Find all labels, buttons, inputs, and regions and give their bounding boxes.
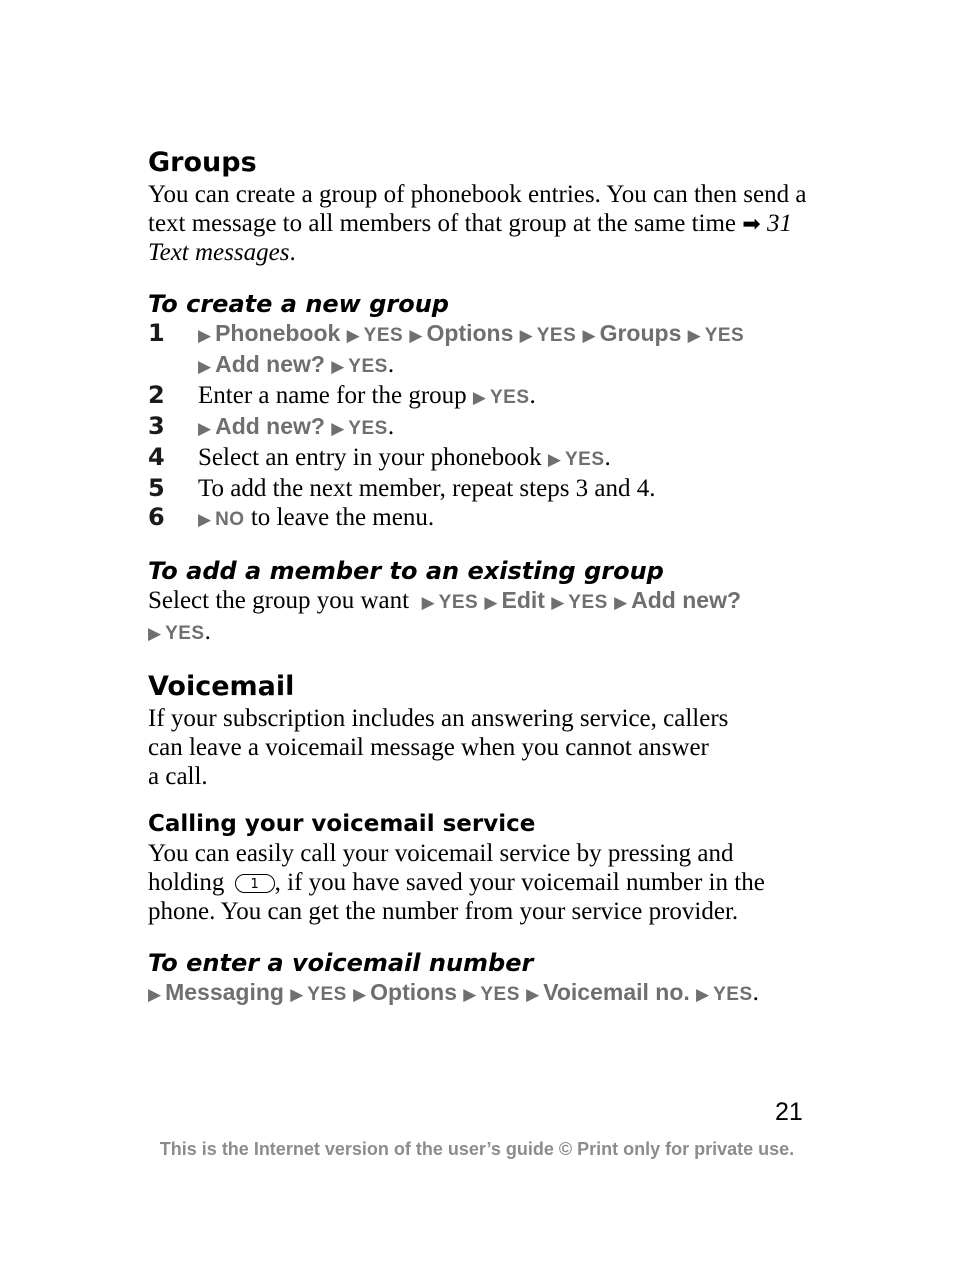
soft-key-yes: YES bbox=[165, 623, 205, 644]
enter-voicemail-instructions: ▶ Messaging ▶ YES ▶ Options ▶ YES ▶ Voicemail no. ▶ YES. bbox=[148, 979, 759, 1006]
menu-arrow-icon: ▶ bbox=[547, 450, 561, 469]
menu-add-new: Add new? bbox=[631, 587, 742, 613]
menu-arrow-icon: ▶ bbox=[290, 985, 304, 1004]
menu-arrow-icon: ▶ bbox=[687, 326, 701, 345]
menu-options: Options bbox=[426, 320, 514, 346]
menu-arrow-icon: ▶ bbox=[472, 388, 486, 407]
calling-voicemail-heading: Calling your voicemail service bbox=[148, 811, 536, 837]
menu-arrow-icon: ▶ bbox=[346, 326, 360, 345]
menu-arrow-icon: ▶ bbox=[421, 593, 435, 612]
voicemail-intro: If your subscription includes an answering service, callers can leave a voicemail message when you cannot answer a call. bbox=[148, 705, 729, 790]
menu-arrow-icon: ▶ bbox=[526, 985, 540, 1004]
menu-arrow-icon: ▶ bbox=[148, 985, 162, 1004]
menu-arrow-icon: ▶ bbox=[551, 593, 565, 612]
soft-key-yes: YES bbox=[565, 449, 605, 470]
menu-arrow-icon: ▶ bbox=[484, 593, 498, 612]
calling-voicemail-text: You can easily call your voicemail service by pressing and holding 1 , if you have saved your voicemail number in the phone. You can get the number from your service provider. bbox=[148, 840, 765, 925]
page-footer: This is the Internet version of the user’s guide © Print only for private use. bbox=[159, 1139, 795, 1159]
key-1-icon: 1 bbox=[235, 874, 275, 893]
menu-arrow-icon: ▶ bbox=[614, 593, 628, 612]
soft-key-yes: YES bbox=[348, 418, 388, 439]
groups-intro: You can create a group of phonebook entries. You can then send a text message to all members of that group at the same time ➡ 31 Text messages. bbox=[148, 181, 807, 266]
menu-arrow-icon: ▶ bbox=[696, 985, 710, 1004]
add-member-heading: To add a member to an existing group bbox=[148, 557, 664, 585]
soft-key-yes: YES bbox=[438, 592, 479, 613]
page-content bbox=[148, 146, 828, 1009]
enter-voicemail-heading: To enter a voicemail number bbox=[148, 949, 534, 977]
menu-arrow-icon: ▶ bbox=[148, 624, 162, 643]
menu-arrow-icon: ▶ bbox=[198, 510, 212, 529]
soft-key-yes: YES bbox=[536, 325, 577, 346]
soft-key-yes: YES bbox=[704, 325, 745, 346]
step-5: 5 To add the next member, repeat steps 3 and 4. bbox=[148, 474, 656, 502]
menu-arrow-icon: ▶ bbox=[582, 326, 596, 345]
add-member-instructions: Select the group you want ▶ YES ▶ Edit ▶ YES ▶ Add new? ▶ YES. bbox=[148, 587, 742, 645]
menu-arrow-icon: ▶ bbox=[331, 357, 345, 376]
menu-arrow-icon: ▶ bbox=[463, 985, 477, 1004]
soft-key-yes: YES bbox=[713, 984, 753, 1005]
menu-options: Options bbox=[370, 979, 458, 1005]
voicemail-heading: Voicemail bbox=[148, 671, 295, 702]
page-reference: 31 Text messages bbox=[148, 210, 792, 266]
soft-key-no: NO bbox=[215, 509, 245, 530]
menu-arrow-icon: ▶ bbox=[198, 419, 212, 438]
soft-key-yes: YES bbox=[363, 325, 404, 346]
menu-voicemail-no: Voicemail no. bbox=[543, 979, 690, 1005]
menu-arrow-icon: ▶ bbox=[198, 326, 212, 345]
menu-arrow-icon: ▶ bbox=[353, 985, 367, 1004]
menu-arrow-icon: ▶ bbox=[519, 326, 533, 345]
create-group-steps bbox=[148, 319, 828, 534]
page-number: 21 bbox=[775, 1098, 803, 1126]
groups-heading: Groups bbox=[148, 147, 257, 178]
menu-edit: Edit bbox=[501, 587, 545, 613]
step-1: 1 ▶ Phonebook ▶ YES ▶ Options ▶ YES ▶ Groups ▶ YES ▶ Add new? ▶ YES. bbox=[148, 319, 745, 378]
page-reference-arrow-icon: ➡ bbox=[742, 211, 761, 236]
soft-key-yes: YES bbox=[307, 984, 347, 1005]
soft-key-yes: YES bbox=[348, 356, 388, 377]
step-2: 2 Enter a name for the group ▶ YES. bbox=[148, 381, 536, 409]
soft-key-yes: YES bbox=[489, 387, 530, 408]
menu-arrow-icon: ▶ bbox=[409, 326, 423, 345]
menu-arrow-icon: ▶ bbox=[198, 357, 212, 376]
step-4: 4 Select an entry in your phonebook ▶ YES. bbox=[148, 443, 611, 471]
soft-key-yes: YES bbox=[568, 592, 608, 613]
menu-add-new: Add new? bbox=[215, 413, 325, 439]
create-group-heading: To create a new group bbox=[148, 290, 449, 318]
menu-arrow-icon: ▶ bbox=[331, 419, 345, 438]
soft-key-yes: YES bbox=[480, 984, 520, 1005]
step-6: 6 ▶ NO to leave the menu. bbox=[148, 503, 435, 531]
step-3: 3 ▶ Add new? ▶ YES. bbox=[148, 412, 395, 440]
menu-messaging: Messaging bbox=[165, 979, 284, 1005]
menu-phonebook: Phonebook bbox=[215, 320, 341, 346]
menu-add-new: Add new? bbox=[215, 351, 325, 377]
menu-groups: Groups bbox=[599, 320, 682, 346]
